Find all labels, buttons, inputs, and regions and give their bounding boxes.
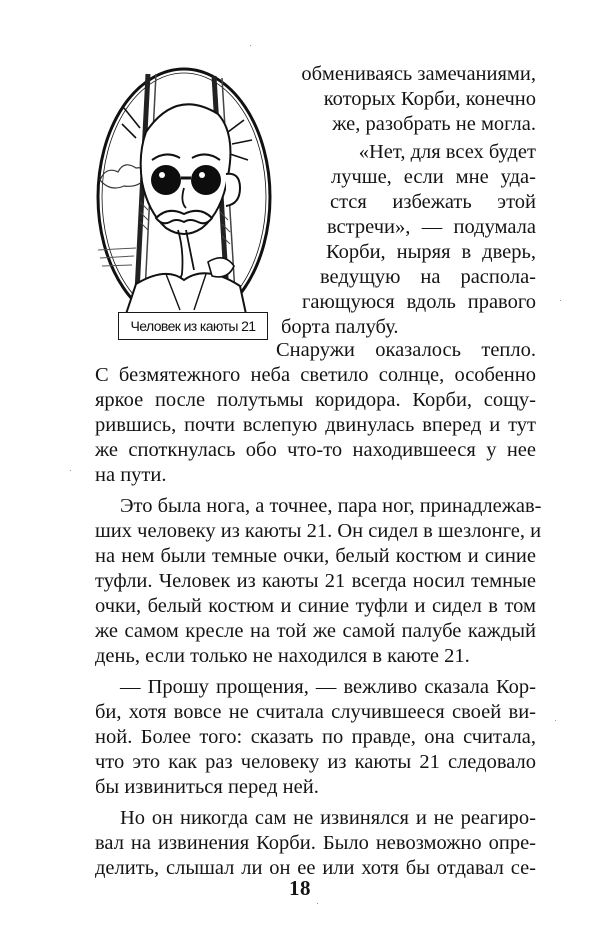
text-line: обмениваясь замечаниями, xyxy=(301,63,536,85)
text-line: «Нет, для всех будет xyxy=(358,141,536,163)
text-line: туфли. Человек из каюты 21 всегда носил темные xyxy=(95,570,536,592)
text-line: делить, слышал ли он ее или хотя бы отдавал се- xyxy=(95,857,536,879)
text-line: яркое после полутьмы коридора. Корби, сощу- xyxy=(95,389,536,411)
text-line: что это как раз человеку из каюты 21 следовало xyxy=(95,751,536,773)
text-line: на пути. xyxy=(95,464,167,486)
scan-speck xyxy=(70,470,71,471)
text-line: на нем были темные очки, белый костюм и синие xyxy=(95,545,536,567)
text-line: — Прошу прощения, — вежливо сказала Кор- xyxy=(120,676,536,698)
text-line: Но он никогда сам не извинялся и не реагиро- xyxy=(120,807,536,829)
illustration-caption: Человек из каюты 21 xyxy=(118,312,268,340)
text-line: очки, белый костюм и синие туфли и сидел в том xyxy=(95,595,536,617)
text-line: Это была нога, а точнее, пара ног, принадлежав- xyxy=(120,495,542,517)
text-line: вал на извинения Корби. Было невозможно опре- xyxy=(95,832,536,854)
text-line: же споткнулась обо что-то находившееся у нее xyxy=(95,439,536,461)
portrait-illustration xyxy=(96,62,276,342)
text-line: ведущую на распола- xyxy=(320,266,536,288)
text-line: Снаружи оказалось тепло. xyxy=(276,339,536,361)
text-line: ших человеку из каюты 21. Он сидел в шезлонге, и xyxy=(95,520,542,542)
text-line: же самом кресле на той же самой палубе каждый xyxy=(95,620,536,642)
page-number: 18 xyxy=(289,876,311,900)
text-line: день, если только не находился в каюте 21. xyxy=(95,645,470,667)
text-line: рившись, почти вслепую двинулась вперед и тут xyxy=(95,414,536,436)
text-line: С безмятежного неба светило солнце, особенно xyxy=(95,364,536,386)
scan-speck xyxy=(250,45,251,46)
text-line: гающуюся вдоль правого xyxy=(302,291,536,313)
text-line: би, хотя вовсе не считала случившееся своей ви- xyxy=(95,701,536,723)
scan-speck xyxy=(555,720,556,721)
text-line: встречи», — подумала xyxy=(327,216,536,238)
text-line: Корби, ныряя в дверь, xyxy=(326,241,536,263)
text-line: борта палубу. xyxy=(281,316,399,338)
text-line: лучше, если мне уда- xyxy=(331,166,536,188)
text-line: ной. Более того: сказать по правде, она считала, xyxy=(95,726,536,748)
text-line: же, разобрать не могла. xyxy=(332,113,536,135)
scan-speck xyxy=(560,300,561,301)
text-line: стся избежать этой xyxy=(330,191,536,213)
text-line: которых Корби, конечно xyxy=(323,88,536,110)
man-portrait-drawing-icon xyxy=(96,62,276,342)
text-line: бы извиниться перед ней. xyxy=(95,776,319,798)
scan-speck xyxy=(317,903,318,904)
